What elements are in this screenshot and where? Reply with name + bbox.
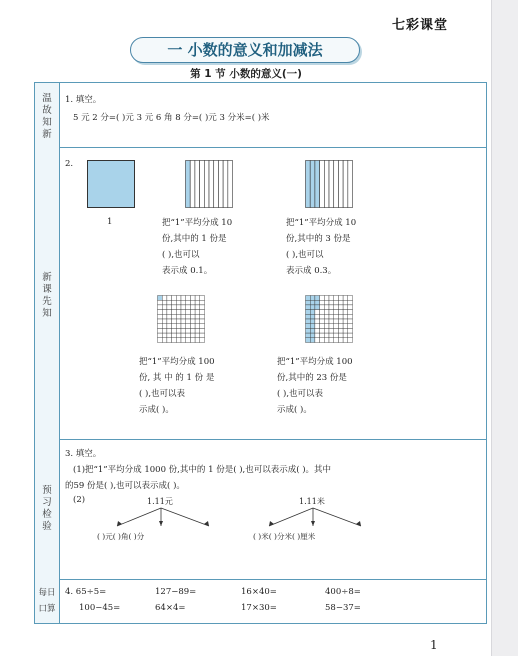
grid-cell [158,296,163,301]
tree2-root: 1.11米 [299,497,325,506]
grid-cell [310,333,315,338]
caption-line: 示成( )。 [277,405,312,415]
strip-cell [320,161,325,208]
grid-cell [200,319,205,324]
grid-cell [329,310,334,315]
grid-cell [172,319,177,324]
grid-cell [338,296,343,301]
grid-cell [181,338,186,343]
grid-cell [172,333,177,338]
caption-line: 表示成 0.3。 [286,266,337,276]
grid-cell [334,328,339,333]
grid-cell [181,333,186,338]
side-char: 温 [42,93,52,104]
caption-line: 示成( )。 [139,405,174,415]
grid-cell [334,310,339,315]
grid-cell [190,324,195,329]
grid-cell [348,324,353,329]
calc-item: 64×4= [155,603,186,613]
fig2-caption [162,215,232,279]
grid-cell [181,296,186,301]
grid-cell [190,310,195,315]
grid-cell [320,319,325,324]
side-char: 新 [42,272,52,283]
grid-cell [172,300,177,305]
grid-cell [320,296,325,301]
chapter-title-box [130,37,360,63]
grid-cell [186,333,191,338]
grid-cell [167,310,172,315]
grid-cell [190,338,195,343]
side-char: 新 [42,129,52,140]
caption-line: 把“1”平均分成 100 [277,357,353,367]
grid-cell [167,296,172,301]
daily-calc-row [35,579,486,623]
grid-cell [176,314,181,319]
grid-cell [348,296,353,301]
strip-cell [310,161,315,208]
grid-cell [348,333,353,338]
side-char: 知 [42,117,52,128]
grid-cell [329,324,334,329]
grid-cell [162,328,167,333]
grid-cell [167,300,172,305]
grid-cell [176,300,181,305]
grid-cell [186,314,191,319]
grid-cell [343,338,348,343]
side-char: 课 [42,284,52,295]
grid-cell [343,333,348,338]
grid-cell [172,328,177,333]
grid-cell [338,314,343,319]
grid-cell [324,300,329,305]
fig1-caption: 1 [107,217,113,227]
grid-cell [329,300,334,305]
grid-cell [315,310,320,315]
grid-cell [315,319,320,324]
calc-item: 58−37= [325,603,361,613]
grid-cell [181,310,186,315]
calc-item: 16×40= [241,587,277,597]
strip-cell [228,161,233,208]
grid-cell [172,296,177,301]
question-2-number: 2. [65,159,74,169]
grid-cell [167,338,172,343]
calc-item: 100−45= [79,603,121,613]
grid-cell [315,338,320,343]
grid-cell [190,314,195,319]
grid-cell [343,310,348,315]
grid-cell [162,333,167,338]
grid-cell [320,300,325,305]
grid-cell [348,328,353,333]
grid-cell [195,305,200,310]
grid-cell [162,296,167,301]
grid-cell [158,338,163,343]
grid-cell [162,314,167,319]
grid-cell [162,324,167,329]
grid-cell [306,314,311,319]
grid-cell [186,296,191,301]
grid-cell [176,319,181,324]
grid-cell [186,338,191,343]
grid-cell [181,300,186,305]
review-side-label [35,83,60,147]
strip-cell [204,161,209,208]
grid-cell [310,310,315,315]
grid-cell [348,300,353,305]
calc-item: 17×30= [241,603,277,613]
grid-cell [158,314,163,319]
fig3-caption [286,215,356,279]
grid-cell [195,324,200,329]
grid-cell [306,333,311,338]
caption-line: 份,其中的 23 份是 [277,373,347,383]
grid-cell [195,328,200,333]
grid-cell [315,296,320,301]
side-char: 预 [42,485,52,496]
grid-cell [320,314,325,319]
fig5-caption [277,354,353,418]
grid-cell [181,324,186,329]
grid-cell [338,333,343,338]
grid-cell [343,319,348,324]
grid-cell [172,314,177,319]
grid-cell [334,338,339,343]
grid-cell [200,333,205,338]
tree2-leaves: ( )米( )分米( )厘米 [253,532,316,541]
new-side-label [35,147,60,439]
grid-cell [172,305,177,310]
side-char: 习 [42,497,52,508]
grid-cell [195,310,200,315]
grid-cell [190,319,195,324]
grid-cell [162,338,167,343]
grid-cell [334,324,339,329]
tree1-leaves: ( )元( )角( )分 [97,532,145,541]
grid-cell [343,324,348,329]
grid-cell [310,314,315,319]
grid-cell [167,305,172,310]
question-3-title: 3. 填空。 [65,449,102,459]
grid-cell [348,314,353,319]
grid-cell [176,324,181,329]
grid-cell [320,328,325,333]
grid-cell [320,305,325,310]
strip-cell [334,161,339,208]
question-1-title: 1. 填空。 [65,95,102,105]
grid-cell [306,296,311,301]
strip-cell [324,161,329,208]
grid-cell [338,338,343,343]
grid-cell [195,314,200,319]
grid-cell [176,328,181,333]
grid-cell [176,338,181,343]
caption-line: ( ),也可以 [286,250,324,260]
grid-cell [200,296,205,301]
question-3-part1-line1: (1)把“1”平均分成 1000 份,其中的 1 份是( ),也可以表示成( )。其中 [73,465,332,475]
grid-cell [338,319,343,324]
preview-row [35,439,486,580]
grid-cell [310,328,315,333]
grid-cell [315,324,320,329]
hundredths-figure-twentythree [305,295,353,343]
tree1-root: 1.11元 [147,497,173,506]
grid-cell [186,328,191,333]
grid-cell [195,300,200,305]
grid-cell [306,328,311,333]
grid-cell [158,310,163,315]
whole-square-figure [87,160,135,208]
review-row [35,83,486,148]
fig4-caption [139,354,215,418]
grid-cell [172,310,177,315]
grid-cell [329,314,334,319]
grid-cell [158,319,163,324]
grid-cell [306,310,311,315]
grid-cell [200,310,205,315]
grid-cell [324,319,329,324]
grid-cell [176,333,181,338]
grid-cell [310,319,315,324]
strip-cell [200,161,205,208]
grid-cell [181,319,186,324]
calc-item: 127−89= [155,587,197,597]
strip-cell [218,161,223,208]
grid-cell [324,310,329,315]
section-title: 第 1 节 小数的意义(一) [190,68,302,80]
grid-cell [186,319,191,324]
grid-cell [172,324,177,329]
grid-cell [329,305,334,310]
side-char: 验 [42,521,52,532]
grid-cell [320,338,325,343]
grid-cell [200,305,205,310]
caption-line: 把“1”平均分成 10 [286,218,357,228]
grid-cell [195,319,200,324]
strip-cell [195,161,200,208]
grid-cell [315,314,320,319]
grid-cell [158,300,163,305]
caption-line: 份, 其 中 的 1 份 是 [139,373,215,383]
strip-cell [223,161,228,208]
grid-cell [343,314,348,319]
grid-cell [343,296,348,301]
grid-cell [338,328,343,333]
caption-line: ( ),也可以表 [139,389,186,399]
grid-cell [324,296,329,301]
grid-cell [158,305,163,310]
question-3-part2-label: (2) [73,495,86,505]
grid-cell [334,314,339,319]
grid-cell [158,328,163,333]
grid-cell [324,314,329,319]
grid-cell [195,333,200,338]
grid-cell [329,338,334,343]
caption-line: 份,其中的 1 份是 [162,234,227,244]
grid-cell [324,338,329,343]
grid-cell [334,296,339,301]
grid-cell [310,296,315,301]
strip-cell [338,161,343,208]
grid-cell [310,338,315,343]
strip-cell [214,161,219,208]
grid-cell [320,310,325,315]
grid-cell [310,324,315,329]
grid-cell [186,310,191,315]
strip-cell [315,161,320,208]
grid-cell [338,310,343,315]
grid-cell [190,300,195,305]
grid-cell [315,305,320,310]
grid-cell [172,338,177,343]
grid-cell [200,300,205,305]
calc-item: 4. 65÷5= [65,587,107,597]
brand-logo: 七彩课堂 [392,18,449,33]
grid-cell [186,300,191,305]
grid-cell [186,305,191,310]
grid-cell [334,333,339,338]
caption-line: 把“1”平均分成 100 [139,357,215,367]
grid-cell [167,333,172,338]
side-char: 先 [42,296,52,307]
caption-line: 表示成 0.1。 [162,266,213,276]
grid-cell [315,333,320,338]
grid-cell [334,300,339,305]
caption-line: 份,其中的 3 份是 [286,234,351,244]
daily-side-label [35,579,60,623]
new-lesson-row [35,147,486,440]
grid-cell [190,328,195,333]
strip-cell [343,161,348,208]
strip-cell [306,161,311,208]
side-char: 每日 [38,588,56,598]
side-char: 故 [42,105,52,116]
grid-cell [343,300,348,305]
grid-cell [329,296,334,301]
grid-cell [329,333,334,338]
question-1-line: 5 元 2 分=( )元 3 元 6 角 8 分=( )元 3 分米=( )米 [73,113,270,123]
grid-cell [190,296,195,301]
page-edge [491,0,518,656]
grid-cell [181,314,186,319]
grid-cell [200,324,205,329]
grid-cell [338,324,343,329]
grid-cell [324,333,329,338]
preview-side-label [35,439,60,579]
grid-cell [181,305,186,310]
grid-cell [348,338,353,343]
grid-cell [162,300,167,305]
grid-cell [315,300,320,305]
grid-cell [329,328,334,333]
grid-cell [195,338,200,343]
grid-cell [181,328,186,333]
tree2-arrows [257,506,397,530]
page-number: 1 [430,638,438,652]
grid-cell [306,338,311,343]
grid-cell [158,324,163,329]
grid-cell [158,333,163,338]
grid-cell [348,319,353,324]
grid-cell [162,310,167,315]
grid-cell [343,328,348,333]
grid-cell [334,305,339,310]
grid-cell [176,296,181,301]
grid-cell [306,305,311,310]
grid-cell [162,305,167,310]
chapter-title: 一 小数的意义和加减法 [167,41,323,59]
grid-cell [167,314,172,319]
grid-cell [195,296,200,301]
caption-line: ( ),也可以表 [277,389,324,399]
grid-cell [324,328,329,333]
strip-cell [209,161,214,208]
grid-cell [190,333,195,338]
exercise-frame [34,82,487,624]
calc-item: 400÷8= [325,587,361,597]
grid-cell [200,314,205,319]
question-3-part1-line2: 的59 份是( ),也可以表示成( )。 [65,481,185,491]
grid-cell [320,333,325,338]
hundredths-figure-one [157,295,205,343]
caption-line: 把“1”平均分成 10 [162,218,233,228]
strip-cell [329,161,334,208]
grid-cell [324,305,329,310]
grid-cell [176,310,181,315]
strip-cell [348,161,353,208]
grid-cell [186,324,191,329]
grid-cell [315,328,320,333]
grid-cell [348,310,353,315]
grid-cell [324,324,329,329]
grid-cell [306,324,311,329]
grid-cell [167,328,172,333]
grid-cell [162,319,167,324]
grid-cell [310,305,315,310]
grid-cell [329,319,334,324]
grid-cell [334,319,339,324]
tree1-arrows [105,506,245,530]
tenths-figure-three [305,160,353,208]
grid-cell [200,328,205,333]
grid-cell [338,300,343,305]
grid-cell [348,305,353,310]
grid-cell [306,300,311,305]
grid-cell [176,305,181,310]
grid-cell [306,319,311,324]
side-char: 检 [42,509,52,520]
grid-cell [343,305,348,310]
grid-cell [200,338,205,343]
strip-cell [186,161,191,208]
strip-cell [190,161,195,208]
grid-cell [190,305,195,310]
caption-line: ( ),也可以 [162,250,200,260]
tenths-figure-one [185,160,233,208]
side-char: 知 [42,308,52,319]
grid-cell [338,305,343,310]
grid-cell [167,319,172,324]
grid-cell [310,300,315,305]
grid-cell [167,324,172,329]
grid-cell [320,324,325,329]
side-char: 口算 [38,604,56,614]
